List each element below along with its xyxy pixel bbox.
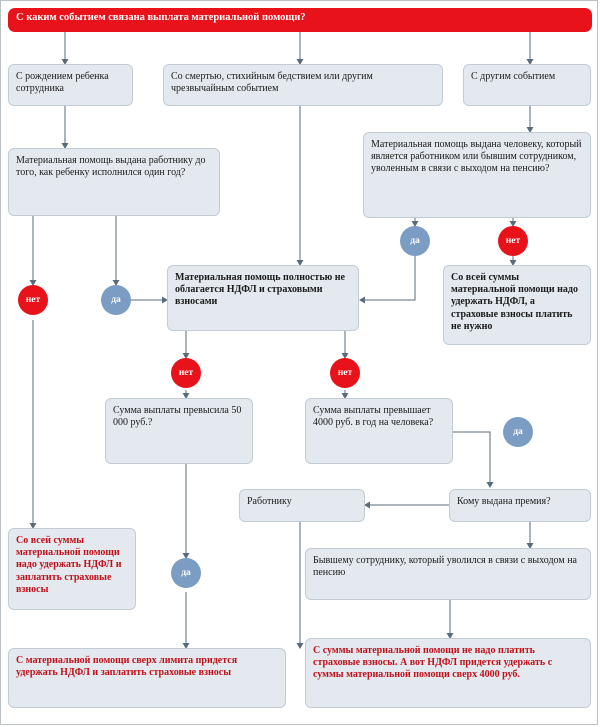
label-no-child-under-one: нет [18,285,48,315]
label-no-exempt-right: нет [330,358,360,388]
node-other-event: С другим событием [463,64,591,106]
node-result-over-limit: С материальной помощи сверх лимита придется удержать НДФЛ и заплатить страховые взносы [8,648,286,708]
node-result-no-contributions-ndfl-over-4000: С суммы материальной помощи не надо платить страховые взносы. А вот НДФЛ придется удержать с суммы материальной помощи сверх 4000 руб. [305,638,591,708]
node-question-over-50000: Сумма выплаты превысила 50 000 руб.? [105,398,253,464]
node-question-child-under-one: Материальная помощь выдана работнику до того, как ребенку исполнился один год? [8,148,220,216]
node-death-disaster: Со смертью, стихийным бедствием или другим чрезвычайным событием [163,64,443,106]
node-result-withhold-all: Со всей суммы материальной помощи надо удержать НДФЛ и заплатить страховые взносы [8,528,136,610]
label-yes-child-under-one: да [101,285,131,315]
label-no-exempt-left: нет [171,358,201,388]
label-no-employee-or-retired: нет [498,226,528,256]
node-fully-exempt: Материальная помощь полностью не облагается НДФЛ и страховыми взносами [167,265,359,331]
node-question-over-4000: Сумма выплаты превышает 4000 руб. в год на человека? [305,398,453,464]
label-yes-employee-or-retired: да [400,226,430,256]
node-question-who-received: Кому выдана премия? [449,489,591,522]
node-former-retired-employee: Бывшему сотруднику, который уволился в связи с выходом на пенсию [305,548,591,600]
page-title: С каким событием связана выплата материальной помощи? [8,8,592,32]
node-birth-of-child: С рождением ребенка сотрудника [8,64,133,106]
node-question-employee-or-retired: Материальная помощь выдана человеку, который является работником или бывшим сотрудником, уволенным в связи с выходом на пенсию? [363,132,591,218]
node-withhold-ndfl-no-contributions: Со всей суммы материальной помощи надо удержать НДФЛ, а страховые взносы платить не нужно [443,265,591,345]
label-yes-over-4000: да [503,417,533,447]
label-yes-over-50000: да [171,558,201,588]
node-to-employee: Работнику [239,489,365,522]
